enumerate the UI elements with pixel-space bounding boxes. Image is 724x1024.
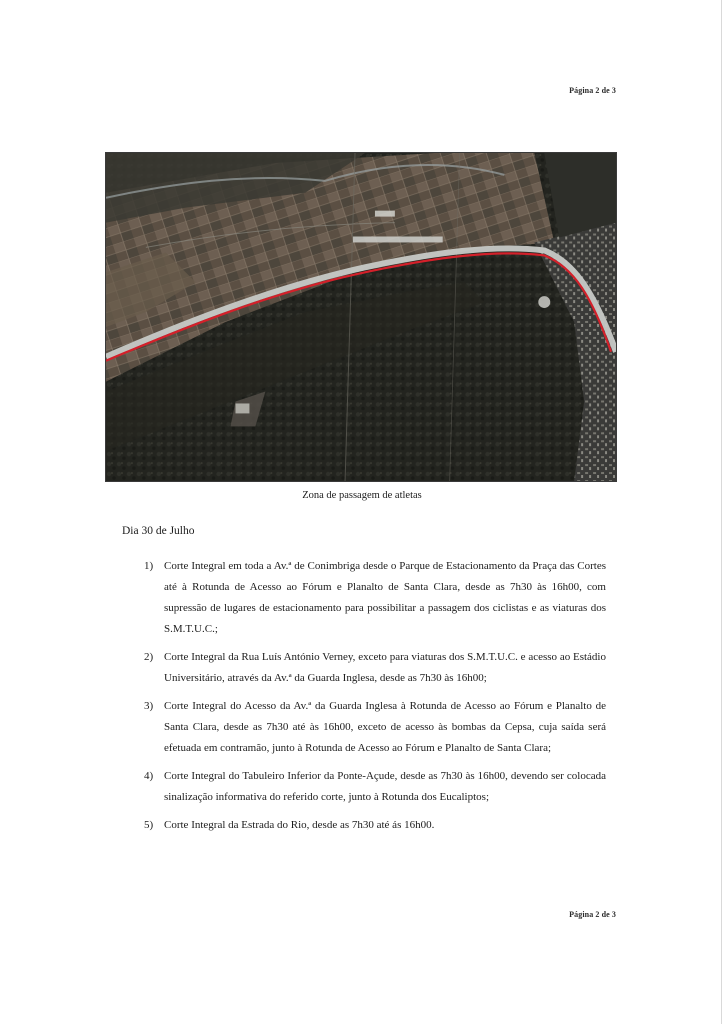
footer-page-number: Página 2 de 3: [569, 910, 616, 919]
item-text: Corte Integral da Estrada do Rio, desde as 7h30 até ás 16h00.: [164, 819, 435, 831]
item-number: 5): [144, 819, 154, 831]
item-number: 2): [144, 651, 154, 663]
item-text: Corte Integral do Tabuleiro Inferior da Ponte-Açude, desde as 7h30 às 16h00, devendo ser colocada sinalização informativa do referido corte, junto à Rotunda dos Eucaliptos;: [164, 770, 606, 803]
item-number: 1): [144, 560, 154, 572]
item-text: Corte Integral do Acesso da Av.ª da Guarda Inglesa à Rotunda de Acesso ao Fórum e Planalto de Santa Clara, desde as 7h30 até às 16h00, exceto de acesso às bombas da Cepsa, cuja saída será efetuada em contramão, junto à Rotunda de Acesso ao Fórum e Planalto de Santa Clara;: [164, 700, 606, 754]
item-number: 3): [144, 700, 154, 712]
item-number: 4): [144, 770, 154, 782]
list-item: [146, 696, 606, 759]
list-item: [146, 556, 606, 640]
aerial-map-image: [105, 152, 617, 482]
item-text: Corte Integral da Rua Luís António Verney, exceto para viaturas dos S.M.T.U.C. e acesso ao Estádio Universitário, através da Av.ª da Guarda Inglesa, desde as 7h30 às 16h00;: [164, 651, 606, 684]
closure-list: [146, 556, 606, 836]
aerial-map-svg: [106, 153, 616, 481]
day-heading: Dia 30 de Julho: [122, 525, 195, 537]
item-text: Corte Integral em toda a Av.ª de Conimbriga desde o Parque de Estacionamento da Praça das Cortes até à Rotunda de Acesso ao Fórum e Planalto de Santa Clara, desde as 7h30 às 16h00, com supressão de lugares de estacionamento para possibilitar a passagem dos ciclistas e as viaturas dos S.M.T.U.C.;: [164, 560, 606, 635]
page-edge: [721, 0, 722, 1024]
figure-caption: Zona de passagem de atletas: [302, 490, 422, 501]
list-item: [146, 766, 606, 808]
list-item: [146, 647, 606, 689]
header-page-number: Página 2 de 3: [569, 86, 616, 95]
list-item: [146, 815, 606, 836]
